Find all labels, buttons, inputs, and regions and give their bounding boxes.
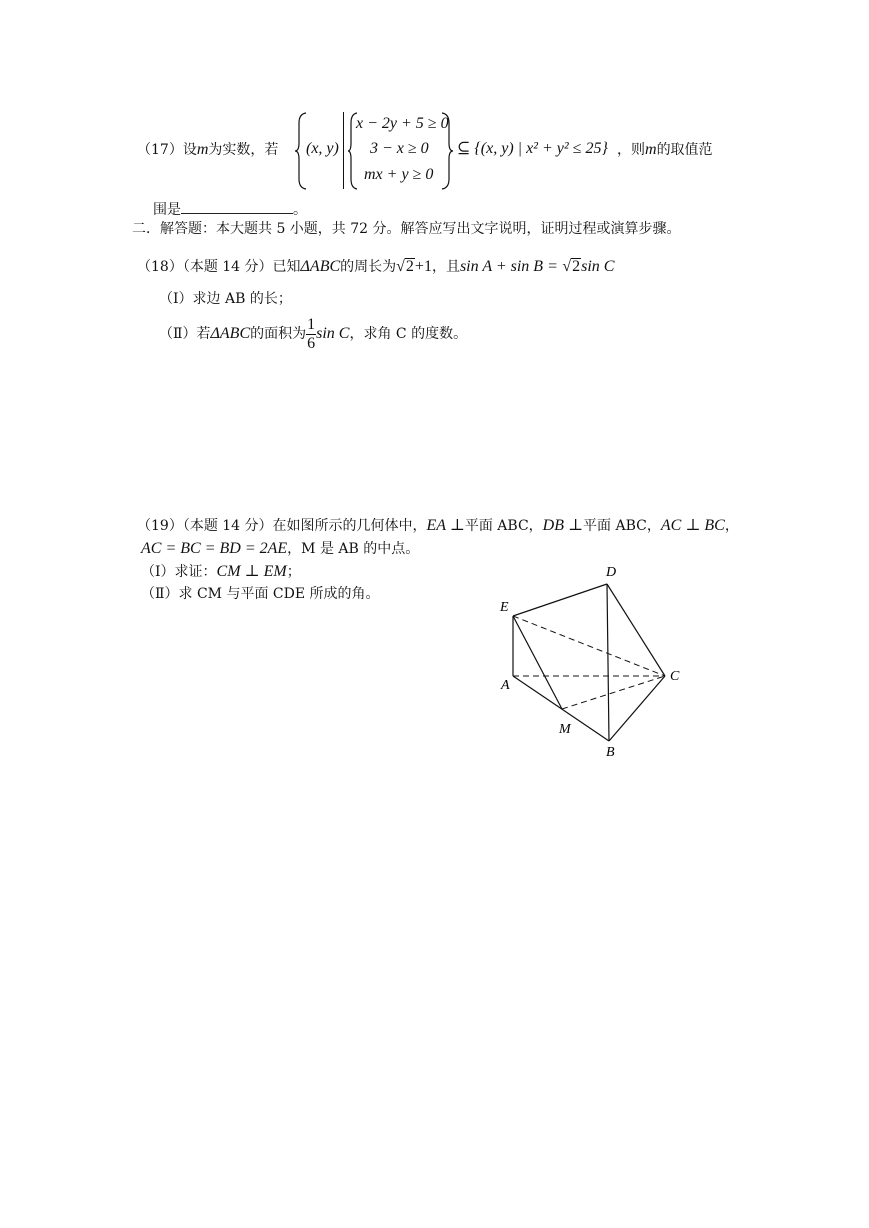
q18-sqrt2: 2 bbox=[405, 258, 414, 275]
q18-part2-tri: ΔABC bbox=[210, 325, 251, 342]
q17-line1 bbox=[137, 141, 278, 159]
q19-part1 bbox=[141, 563, 301, 581]
section2-heading: 二．解答题：本大题共 5 小题，共 72 分。解答应写出文字说明，证明过程或演算步骤。 bbox=[132, 221, 681, 237]
q17-mid1: 为实数，若 bbox=[208, 142, 279, 158]
q17-ineq3: mx + y ≥ 0 bbox=[364, 166, 434, 183]
q17-line2-text: 围是 bbox=[153, 202, 181, 218]
edge-DC bbox=[607, 584, 665, 676]
q17-line2 bbox=[153, 199, 307, 219]
q18-sqrt-sign: √ bbox=[396, 258, 405, 275]
q18-mid2: ，且 bbox=[431, 259, 460, 275]
edge-DB bbox=[607, 584, 609, 741]
q17-outer-right-brace bbox=[440, 111, 454, 191]
q19-part1-b: ； bbox=[286, 564, 301, 580]
q17-tail bbox=[617, 141, 713, 159]
q17-line2-end: 。 bbox=[293, 202, 307, 218]
q18-eq-right: sin C bbox=[581, 258, 615, 275]
label-D: D bbox=[606, 565, 617, 580]
q19-plane2: 平面 ABC， bbox=[583, 518, 661, 534]
label-C: C bbox=[670, 669, 680, 684]
q17-set-bar bbox=[343, 112, 344, 189]
q19-acbc: AC ⊥ BC bbox=[660, 517, 725, 534]
q19-ea: EA ⊥ bbox=[426, 517, 465, 534]
q18-fraction bbox=[306, 316, 316, 353]
q19-plane1: 平面 ABC， bbox=[464, 518, 543, 534]
q17-suffix: ，则 bbox=[617, 142, 645, 158]
edge-EC bbox=[513, 616, 665, 676]
q19-line2-eq: AC = BC = BD = 2AE bbox=[141, 540, 288, 557]
label-M: M bbox=[559, 722, 571, 737]
q18-sqrt-sign-b: √ bbox=[562, 258, 572, 275]
q17-var-m2: m bbox=[645, 141, 657, 158]
edge-MC bbox=[562, 676, 665, 709]
q18-line1 bbox=[137, 258, 614, 276]
q19-part1-eq: CM ⊥ EM bbox=[216, 563, 287, 580]
edge-ED bbox=[513, 584, 607, 616]
q19-geometry-figure bbox=[490, 560, 690, 765]
q17-var-m: m bbox=[196, 141, 209, 158]
label-E: E bbox=[500, 600, 509, 615]
q17-pair: (x, y) bbox=[306, 140, 339, 157]
label-A: A bbox=[501, 678, 510, 693]
q19-part2: （Ⅱ）求 CM 与平面 CDE 所成的角。 bbox=[141, 586, 380, 602]
q17-ineq2: 3 − x ≥ 0 bbox=[370, 140, 429, 157]
q17-ineq1: x − 2y + 5 ≥ 0 bbox=[356, 115, 449, 132]
q18-sqrt2b: 2 bbox=[572, 258, 581, 275]
q18-prefix: （18）（本题 14 分）已知 bbox=[137, 259, 301, 275]
q18-frac-den: 6 bbox=[307, 334, 316, 352]
q19-comma: ， bbox=[724, 518, 739, 534]
q19-line2 bbox=[141, 540, 419, 558]
q19-line2-rest: ，M 是 AB 的中点。 bbox=[287, 541, 420, 557]
edge-CB bbox=[609, 676, 665, 741]
q18-part1: （Ⅰ）求边 AB 的长； bbox=[159, 291, 292, 307]
q18-part2 bbox=[159, 314, 467, 354]
q17-subset-expr: ⊆ {(x, y) | x² + y² ≤ 25} bbox=[457, 140, 608, 157]
q17-prefix: （17）设 bbox=[137, 142, 197, 158]
q18-part2-b: 的面积为 bbox=[250, 326, 307, 342]
label-B: B bbox=[606, 745, 615, 760]
q19-prefix: （19）（本题 14 分）在如图所示的几何体中， bbox=[137, 518, 427, 534]
q18-part2-sin: sin C bbox=[316, 325, 350, 342]
q18-part2-c: ，求角 C 的度数。 bbox=[349, 326, 468, 342]
q18-eq-left: sin A + sin B = bbox=[459, 258, 558, 275]
q18-plus1: +1 bbox=[414, 258, 432, 275]
q19-part1-a: （Ⅰ）求证： bbox=[141, 564, 217, 580]
q18-mid: 的周长为 bbox=[340, 259, 397, 275]
q17-suffix2: 的取值范 bbox=[656, 142, 713, 158]
q19-line1 bbox=[137, 517, 739, 535]
edge-EM bbox=[513, 616, 562, 709]
q18-part2-a: （Ⅱ）若 bbox=[159, 326, 211, 342]
q17-answer-blank bbox=[181, 199, 293, 214]
q18-tri: ΔABC bbox=[300, 258, 341, 275]
q19-db: DB ⊥ bbox=[542, 517, 584, 534]
q18-frac-num: 1 bbox=[307, 315, 316, 333]
